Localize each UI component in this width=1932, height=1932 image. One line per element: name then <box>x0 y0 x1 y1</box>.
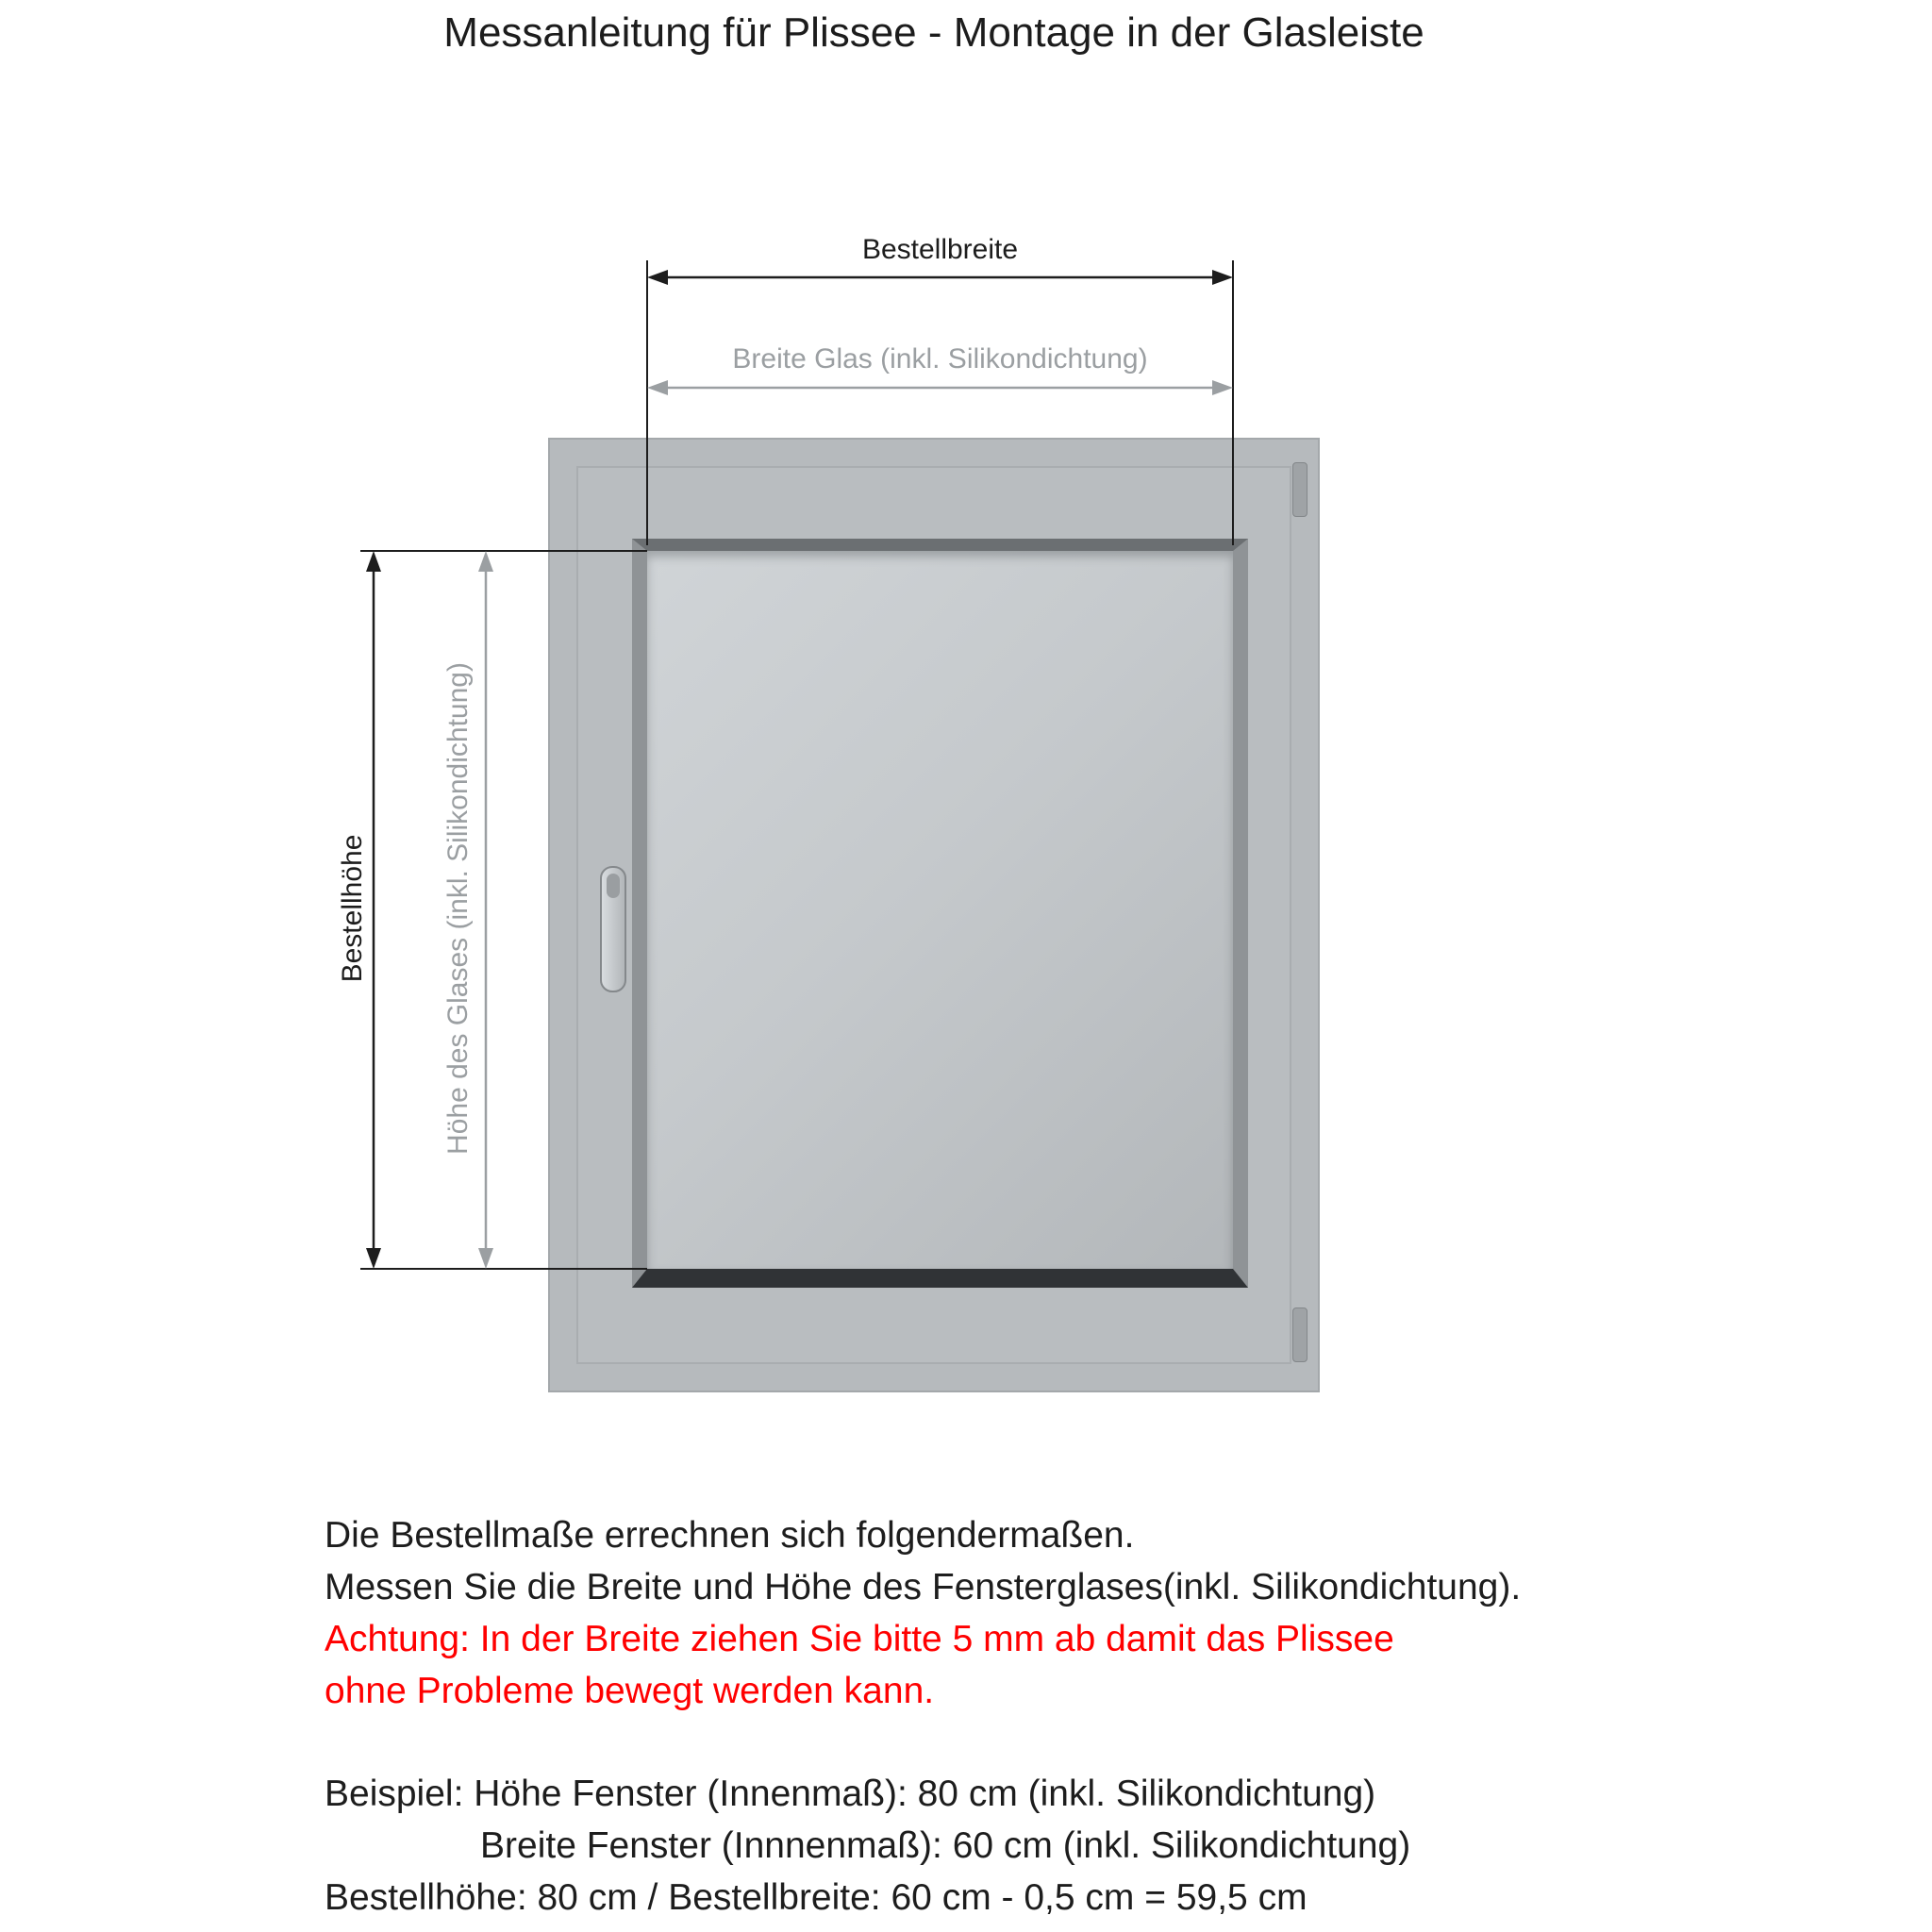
instruction-example-line-3: Bestellhöhe: 80 cm / Bestellbreite: 60 cm - 0,5 cm = 59,5 cm <box>325 1877 1307 1918</box>
glass-height-arrowhead-bottom <box>478 1248 493 1269</box>
instruction-example-line-1: Beispiel: Höhe Fenster (Innenmaß): 80 cm (inkl. Silikondichtung) <box>325 1774 1376 1814</box>
instruction-warning-line-2: ohne Probleme bewegt werden kann. <box>325 1671 935 1711</box>
page-title: Messanleitung für Plissee - Montage in der Glasleiste <box>443 9 1424 56</box>
window-glass <box>632 539 1248 1288</box>
glass-width-arrowhead-right <box>1212 380 1233 395</box>
order-height-arrowhead-bottom <box>366 1248 381 1269</box>
order-width-label: Bestellbreite <box>861 234 1019 265</box>
instructions-block <box>325 1509 1521 1924</box>
order-height-label: Bestellhöhe <box>337 834 368 983</box>
glass-width-arrowhead-left <box>647 380 668 395</box>
instruction-intro-line-2: Messen Sie die Breite und Höhe des Fensterglases(inkl. Silikondichtung). <box>325 1567 1522 1607</box>
window-handle <box>600 866 626 992</box>
order-height-arrowhead-top <box>366 551 381 572</box>
order-width-arrowhead-right <box>1212 270 1233 285</box>
window-hinge-bottom-icon <box>1292 1307 1307 1362</box>
instruction-intro-line-1: Die Bestellmaße errechnen sich folgendermaßen. <box>325 1515 1135 1556</box>
glass-height-label: Höhe des Glases (inkl. Silikondichtung) <box>442 662 474 1155</box>
instruction-warning-line-1: Achtung: In der Breite ziehen Sie bitte 5 mm ab damit das Plissee <box>325 1619 1394 1659</box>
order-width-arrowhead-left <box>647 270 668 285</box>
glass-height-arrowhead-top <box>478 551 493 572</box>
instruction-example-line-2: Breite Fenster (Innnenmaß): 60 cm (inkl. Silikondichtung) <box>480 1825 1411 1866</box>
window-hinge-top-icon <box>1292 462 1307 517</box>
window-handle-cap <box>607 874 620 898</box>
glass-width-label: Breite Glas (inkl. Silikondichtung) <box>732 343 1148 375</box>
